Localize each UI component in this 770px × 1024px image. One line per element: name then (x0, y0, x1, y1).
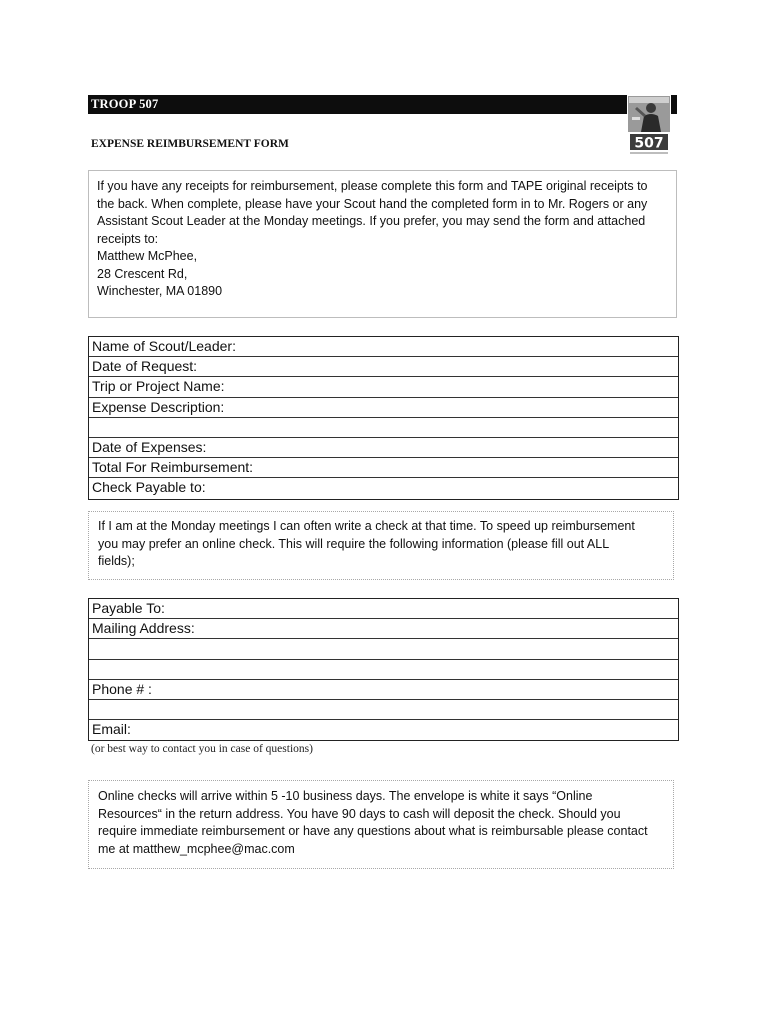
troop-label: TROOP 507 (91, 97, 159, 111)
expense-field-row[interactable]: Check Payable to: (92, 479, 206, 496)
closing-info-line: Online checks will arrive within 5 -10 business days. The envelope is white it says “Online (98, 789, 593, 803)
logo-number: 507 (634, 135, 664, 152)
form-title: EXPENSE REIMBURSEMENT FORM (91, 138, 289, 150)
online-check-info-line: If I am at the Monday meetings I can often write a check at that time. To speed up reimbursement (98, 519, 635, 533)
payee-field-row[interactable] (89, 700, 678, 720)
expense-fields-table (88, 336, 679, 500)
instructions-line: Winchester, MA 01890 (97, 284, 223, 298)
instructions-box (88, 170, 677, 318)
payee-field-row[interactable]: Mailing Address: (89, 619, 678, 639)
payee-fields-table (88, 598, 679, 741)
closing-info-box (88, 780, 674, 869)
instructions-line: If you have any receipts for reimbursement, please complete this form and TAPE original receipts to (97, 179, 648, 193)
expense-field-row[interactable]: Expense Description: (89, 398, 678, 418)
troop-title-bar (88, 95, 677, 114)
expense-field-row[interactable]: Date of Request: (89, 357, 678, 377)
instructions-line: Assistant Scout Leader at the Monday meetings. If you prefer, you may send the form and attached (97, 214, 646, 228)
instructions-line: the back. When complete, please have your Scout hand the completed form in to Mr. Rogers or any (97, 196, 648, 211)
payee-field-row[interactable]: Email: (92, 721, 131, 738)
instructions-line: Matthew McPhee, (97, 249, 198, 263)
online-check-info-line: fields); (98, 554, 135, 568)
expense-field-row[interactable]: Total For Reimbursement: (89, 458, 678, 478)
expense-field-row[interactable]: Trip or Project Name: (89, 377, 678, 397)
expense-field-row[interactable] (89, 418, 678, 438)
payee-field-row[interactable] (89, 660, 678, 680)
contact-note: (or best way to contact you in case of questions) (91, 743, 313, 755)
payee-field-row[interactable]: Payable To: (89, 599, 678, 619)
closing-info-line: me at matthew_mcphee@mac.com (98, 841, 295, 856)
payee-field-row[interactable] (89, 639, 678, 659)
expense-field-row[interactable]: Date of Expenses: (89, 438, 678, 458)
troop-507-logo-icon (627, 95, 671, 157)
online-check-info-box (88, 511, 674, 580)
payee-field-row[interactable]: Phone # : (89, 680, 678, 700)
closing-info-line: require immediate reimbursement or have any questions about what is reimbursable please contact (98, 824, 648, 838)
instructions-line: 28 Crescent Rd, (97, 266, 188, 281)
online-check-info-line: you may prefer an online check. This will require the following information (please fill out ALL (98, 536, 610, 551)
instructions-line: receipts to: (97, 231, 159, 246)
closing-info-line: Resources“ in the return address. You have 90 days to cash will deposit the check. Should you (98, 806, 621, 821)
expense-field-row[interactable]: Name of Scout/Leader: (89, 337, 678, 357)
